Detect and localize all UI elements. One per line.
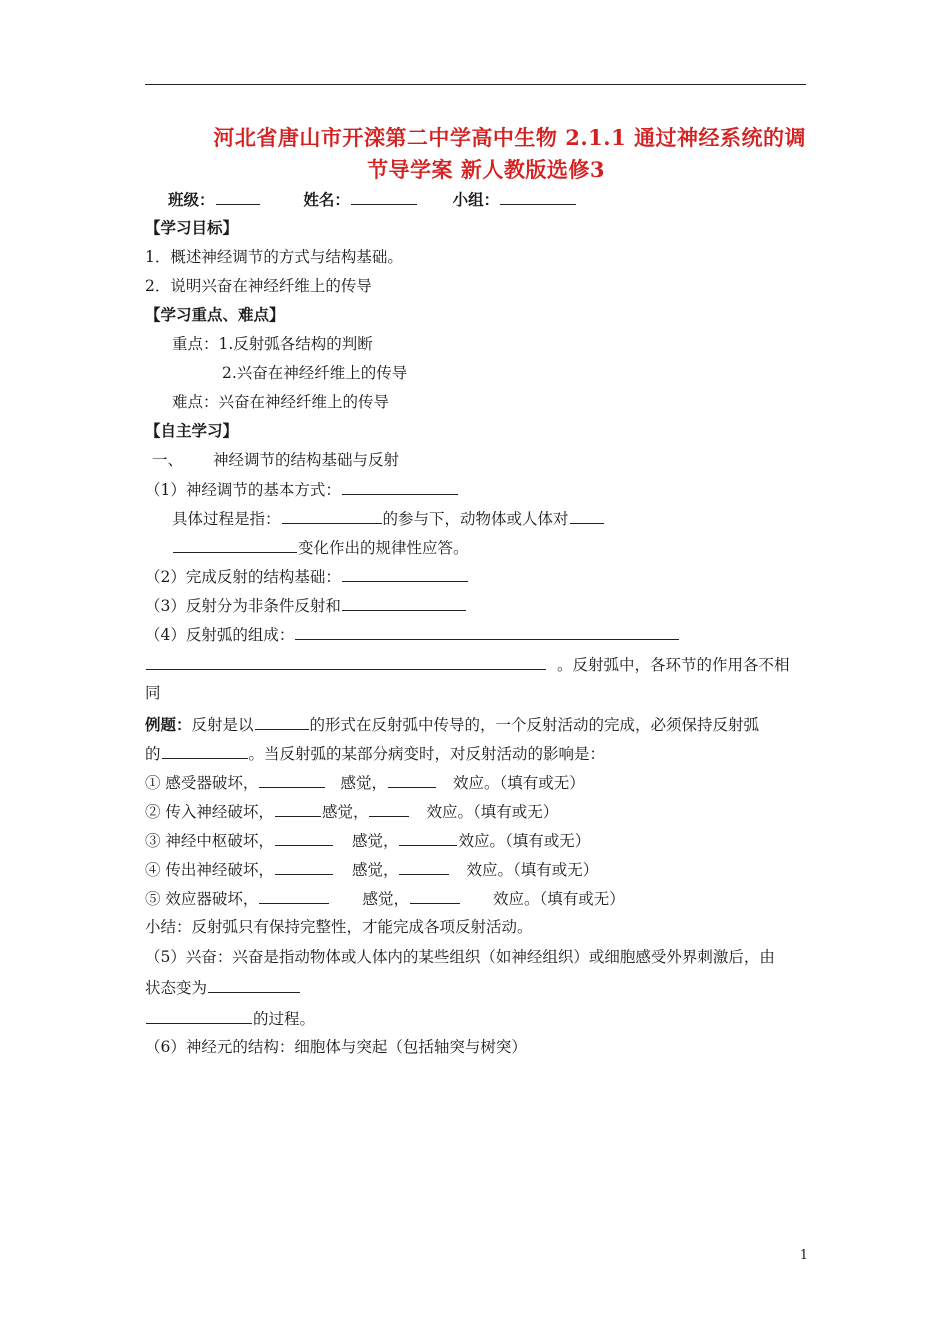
question-1-detail-text: 变化作出的规律性应答。 (298, 539, 469, 557)
question-3 (145, 595, 467, 616)
document-title-line-1: 河北省唐山市开滦第二中学高中生物 2.1.1 通过神经系统的调 (213, 125, 806, 150)
question-4-text: （4）反射弧的组成： (145, 626, 295, 644)
goal-item: 1．概述神经调节的方式与结构基础。 (145, 248, 403, 266)
difficult-point: 难点：兴奋在神经纤维上的传导 (172, 393, 390, 411)
question-4-cont-text: 。反射弧中，各环节的作用各不相 (557, 656, 790, 674)
example-item-text: ② 传入神经破坏， (145, 803, 274, 821)
example-item-text: 效应。（填有或无） (492, 890, 625, 908)
goal-item: 2．说明兴奋在神经纤维上的传导 (145, 277, 372, 295)
example-item-text: 感觉， (362, 890, 409, 908)
answer-blank[interactable] (208, 977, 300, 993)
question-5: （5）兴奋：兴奋是指动物体或人体内的某些组织（如神经组织）或细胞感受外界刺激后，由 (145, 948, 775, 966)
answer-blank[interactable] (295, 624, 679, 640)
example-item-text: 效应。（填有或无） (466, 861, 599, 879)
question-5-cont (145, 977, 301, 998)
question-2 (145, 566, 469, 587)
answer-blank[interactable] (570, 508, 604, 524)
example-item-text: ⑤ 效应器破坏， (145, 890, 259, 908)
example-item (145, 801, 558, 822)
group-blank[interactable] (500, 189, 576, 205)
question-1-detail-text: 的参与下，动物体或人体对 (382, 510, 569, 528)
student-info-row (168, 189, 577, 210)
example-item-text: 效应。（填有或无） (458, 832, 591, 850)
answer-blank[interactable] (146, 1008, 252, 1024)
example-item (145, 859, 598, 880)
answer-blank[interactable] (173, 537, 297, 553)
key-point-1: 重点：1.反射弧各结构的判断 (172, 335, 373, 353)
answer-blank[interactable] (259, 888, 329, 904)
question-5-text: 的过程。 (253, 1010, 316, 1028)
example-item (145, 772, 585, 793)
example-item-text: 感觉， (321, 803, 369, 821)
example-item-text: 感觉， (340, 774, 387, 792)
section-heading-goals: 【学习目标】 (145, 218, 239, 237)
name-blank[interactable] (351, 189, 417, 205)
key-point-2: 2.兴奋在神经纤维上的传导 (222, 364, 408, 382)
name-label: 姓名： (303, 190, 350, 209)
example-text: 。当反射弧的某部分病变时，对反射活动的影响是： (248, 745, 606, 763)
answer-blank[interactable] (275, 830, 333, 846)
answer-blank[interactable] (410, 888, 460, 904)
subsection-number: 一、 (152, 451, 184, 469)
question-1 (145, 479, 459, 500)
class-label: 班级： (168, 190, 215, 209)
answer-blank[interactable] (275, 801, 321, 817)
example-item-text: 感觉， (351, 832, 399, 850)
example-item (145, 830, 590, 851)
subsection-title: 神经调节的结构基础与反射 (213, 451, 400, 469)
question-1-text: （1）神经调节的基本方式： (145, 481, 341, 499)
answer-blank[interactable] (282, 508, 382, 524)
class-blank[interactable] (216, 189, 260, 205)
answer-blank[interactable] (162, 743, 248, 759)
answer-blank[interactable] (342, 479, 458, 495)
example-label: 例题： (145, 715, 192, 734)
answer-blank[interactable] (342, 566, 468, 582)
example-item-text: ① 感受器破坏， (145, 774, 259, 792)
answer-blank[interactable] (255, 714, 309, 730)
example-text: 的 (145, 745, 161, 763)
answer-blank[interactable] (369, 801, 409, 817)
example-item-text: ④ 传出神经破坏， (145, 861, 274, 879)
answer-blank[interactable] (259, 772, 325, 788)
answer-blank[interactable] (399, 859, 449, 875)
question-4 (145, 624, 680, 645)
question-2-text: （2）完成反射的结构基础： (145, 568, 341, 586)
example-item-text: ③ 神经中枢破坏， (145, 832, 274, 850)
subsection-heading (152, 450, 399, 470)
document-title-line-2: 节导学案 新人教版选修3 (367, 157, 605, 182)
example-item-text: 感觉， (351, 861, 399, 879)
answer-blank[interactable] (388, 772, 436, 788)
answer-blank[interactable] (275, 859, 333, 875)
section-heading-focus: 【学习重点、难点】 (145, 305, 285, 324)
answer-blank[interactable] (146, 654, 546, 670)
question-1-detail-cont (172, 537, 469, 558)
summary: 小结：反射弧只有保持完整性，才能完成各项反射活动。 (145, 918, 533, 936)
example-line-2 (145, 743, 605, 764)
example-text: 反射是以 (191, 716, 254, 734)
group-label: 小组： (452, 190, 500, 209)
answer-blank[interactable] (399, 830, 457, 846)
header-rule (145, 84, 806, 85)
answer-blank[interactable] (342, 595, 466, 611)
question-5-end (145, 1008, 315, 1029)
question-4-end: 同 (145, 684, 161, 702)
example-line-1 (145, 714, 759, 735)
question-1-detail-text: 具体过程是指： (172, 510, 281, 528)
question-4-cont (145, 654, 790, 675)
section-heading-self-study: 【自主学习】 (145, 421, 239, 440)
example-item-text: 效应。（填有或无） (426, 803, 559, 821)
question-3-text: （3）反射分为非条件反射和 (145, 597, 341, 615)
question-5-text: 状态变为 (145, 979, 208, 997)
page-number: 1 (799, 1248, 808, 1263)
question-1-detail (172, 508, 605, 529)
example-item-text: 效应。（填有或无） (452, 774, 585, 792)
example-item (145, 888, 625, 909)
question-6: （6）神经元的结构：细胞体与突起（包括轴突与树突） (145, 1038, 527, 1056)
example-text: 的形式在反射弧中传导的，一个反射活动的完成，必须保持反射弧 (309, 716, 760, 734)
